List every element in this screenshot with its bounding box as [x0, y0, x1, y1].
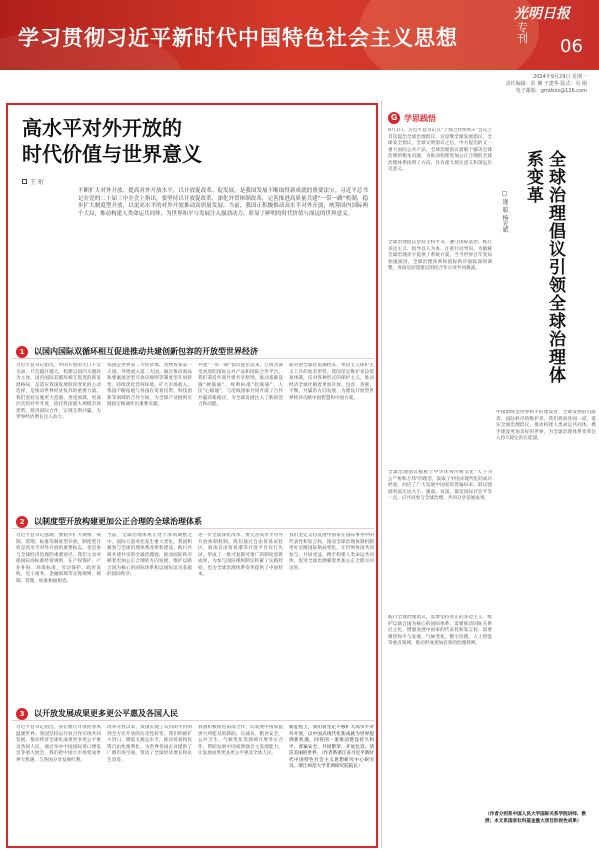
text-column: 当前，全球治理体系正处于深刻调整之中，国际力量对比发生重大变化。我国积极参与全球治理体系改革和建设，践行共商共建共享的全球治理观，推动国际秩序朝着更加公正合理的方向发展，维护以联合国为核心的国际体系和以国际法为基础的国际秩序。 — [107, 533, 192, 577]
page-number: 06 — [560, 36, 583, 57]
right-paragraph: 9月1日，习近平总书记在“上海合作组织+”会议上首次提出全球治理倡议，这是继全球发展倡议、全球安全倡议、全球文明倡议之后，中方提出的又一重大国际公共产品。全球治理倡议着眼于解决全球治理的根本问题，为推动构建更加公正合理的全球治理体系指明了方向，具有重大现实意义和深远历史意义。 — [388, 128, 492, 172]
right-paragraph: 全球治理倡议植根于中华优秀传统文化“天下为公”“协和万邦”的理念，汲取了中国式现代化的成功经验，回应了广大发展中国家的普遍诉求。倡议强调各国无论大小、强弱、贫富，都是国际社会平等一员，应共同参与全球治理、共同分享发展成果。 — [388, 470, 492, 501]
section-title: 以制度型开放构建更加公正合理的全球治理体系 — [34, 517, 202, 526]
column-divider — [381, 100, 382, 848]
right-article-title: 全球治理倡议引领全球治理体系变革 — [523, 150, 565, 384]
article-headline — [22, 115, 202, 167]
right-paragraph: 践行全球治理倡议，需要坚持真正的多边主义，维护以联合国为核心的国际体系；需要推动国际关系民主化，增强发展中国家的代表性和发言权；需要聚焦和平与发展、气候变化、数字治理、人工智能等重点领域，推动形成更加有效的治理规则。 — [388, 615, 492, 646]
section-label-text: 学思践悟 — [404, 113, 436, 123]
section-body — [16, 363, 374, 513]
text-column: 习近平总书记强调，要稳步扩大规则、规制、管理、标准等制度型开放。制度型开放是高水平对外开放的重要标志，也是参与全球经济治理的重要途径。我们主动对接国际高标准经贸规则，在产权保护、产业补贴、环境标准、劳动保护、政府采购、电子商务、金融领域等实现规则、规制、管理、标准相通相容。 — [16, 533, 101, 584]
section-title: 以开放发展成果更多更公平惠及各国人民 — [34, 709, 178, 718]
section-number-badge: 2 — [16, 516, 28, 528]
banner-title: 学习贯彻习近平新时代中国特色社会主义思想 — [18, 26, 458, 50]
text-column: 习近平总书记指出，中国开放的大门不会关闭，只会越开越大。构建以国内大循环为主体、国内国际双循环相互促进的新发展格局，是适应我国发展阶段变化的主动选择，是推动世界经济复苏的重要力量。我们坚持实施更大范围、更宽领域、更深层次的对外开放，依托我国超大规模市场优势，促进国际合作，实现互利共赢，为世界经济增长注入动力。 — [16, 363, 101, 420]
text-column: 新征程上，我们将坚定不移扩大高水平对外开放，以中国式现代化新成就为世界提供新机遇，同各国一道推动建设持久和平、普遍安全、共同繁荣、开放包容、清洁美丽的世界。（作者系浙江省习近平新时代中国特色社会主义思想研究中心研究员、浙江师范大学非洲研究院院长） — [289, 725, 374, 769]
section-label — [388, 112, 436, 124]
text-column: 共建“一带一路”倡议提出以来，已成为深受欢迎的国际公共产品和国际合作平台。我们秉持共商共建共享原则，推动基础设施“硬联通”、规则标准“软联通”、人民“心联通”，与沿线国家共同开辟了合作共赢的新路径，为全球发展注入了新的活力和动能。 — [198, 363, 283, 407]
right-paragraph: 中国始终是世界和平的建设者、全球发展的贡献者、国际秩序的维护者。我们将同各国一道，落实全球治理倡议，推动构建人类命运共同体，携手建设更加美好的世界，为全球治理体系变革注入持久稳定的正能量。 — [496, 410, 596, 441]
author-name: 王 珩 — [30, 179, 44, 186]
page-banner — [0, 0, 599, 70]
text-column: 面对逆全球化思潮抬头、单边主义保护主义上升的复杂形势，我国坚定维护多边贸易体制，反对各种形式的保护主义，推动经济全球化朝着更加开放、包容、普惠、平衡、共赢的方向发展，为建设开放型世界经济贡献中国智慧和中国方案。 — [289, 363, 374, 401]
issue-date: 2024年9月29日 星期一 — [533, 74, 587, 80]
section-number-badge: 1 — [16, 346, 28, 358]
author-credit-note: （作者分别系中国人民大学国际关系学院讲师、教授；本文系国家社科基金重大项目阶段性成果） — [485, 812, 587, 824]
section-heading — [12, 707, 374, 721]
byline-square-icon — [22, 179, 27, 184]
page-meta — [506, 74, 587, 95]
section-body — [16, 725, 374, 843]
right-article-author: □ 逄 聪 杨光斌 — [501, 190, 508, 233]
section-heading — [12, 345, 374, 359]
text-column: 习近平总书记指出，我们要让开放的春风温暖世界。我国坚持以开放合作实现共同发展，推动经济全球化成果更多更公平惠及各国人民。通过举办中国国际进口博览会等重大展会，我们把中国大市场变成世界大机遇，与各国分享发展红利。 — [16, 725, 101, 763]
section-number-badge: 3 — [16, 708, 28, 720]
banner-tag: 专刊 — [517, 21, 528, 45]
section-body — [16, 533, 374, 703]
newspaper-logo: 光明日报 — [514, 6, 570, 22]
text-column: 进一步全面深化改革，要完善高水平对外开放体制机制。我们通过自由贸易试验区、海南自由贸易港等开放平台先行先试，形成了一批可复制可推广的制度创新成果，为参与国际规则制定积累了实践经验，也为全球治理体系变革提供了中国样本。 — [198, 533, 283, 577]
article-author — [22, 177, 44, 186]
article-lead: 不断扩大对外开放、提高对外开放水平，以开放促改革、促发展，是我国发展不断取得新成就的重要法宝。习近平总书记在党的二十届三中全会上指出，要坚持以开放促改革，深化外贸体制改革，完善推进高质量共建“一带一路”机制，稳步扩大制度型开放，以更高水平的对外开放推动高质量发展。当前，我国正积极推动高水平对外开放，统筹国内国际两个大局，推动构建人类命运共同体，为世界和平与发展注入强劲动力，彰显了鲜明的时代价值与深远的世界意义。 — [78, 188, 368, 217]
column-marker-icon: G — [388, 112, 400, 124]
right-paragraph: 全球治理倡议坚持主权平等、遵守国际法治、践行多边主义、倡导以人为本、注重行动导向，为破解全球治理赤字提供了系统方案。当今世界百年变局加速演进，全球治理体系和国际秩序面临深刻调整，各国迫切需要以团结合作应对共同挑战。 — [388, 240, 492, 271]
headline-line: 时代价值与世界意义 — [22, 142, 202, 166]
text-column: 改革开放以来，我国实现了从封闭半封闭到全方位开放的历史性转变。我们积极扩大进口，降低关税总水平，推动贸易和投资自由化便利化，为世界各国企业提供了广阔市场空间，带动了全球经济增长和民生改善。 — [107, 725, 192, 763]
section-title: 以国内国际双循环相互促进推动共建创新包容的开放型世界经济 — [34, 347, 258, 356]
text-column: 我国是世界第二大经济体、货物贸易第一大国、外资流入第二大国。通过推动商品和要素流动型开放向规则等制度型开放转变，持续优化营商环境，扩大市场准入，我国不断拓展与各国在贸易投资、科技创新等领域的合作空间，为全球产业链供应链稳定畅通作出重要贡献。 — [107, 363, 192, 407]
text-column: 我国积极推进南南合作，向发展中国家提供力所能及的援助，在减贫、粮食安全、公共卫生、气候变化等领域开展务实合作，帮助发展中国家增强自主发展能力，让发展成果更多更公平惠及全体人民。 — [198, 725, 283, 756]
main-article — [6, 103, 378, 848]
editor-credit: 责任编辑：彭 琳 王建华 版式：吴 刚 — [505, 81, 587, 87]
contact-email: 电子邮箱：gmdszx@126.com — [515, 88, 587, 94]
text-column: 我们坚定支持发展中国家在国际事务中的代表性和发言权，推动全球治理体制机制更好反映国际格局变化，让世界各国共同参与、共同受益，携手构建人类命运共同体，促进全球治理朝着更加公正合理方向迈进。 — [289, 533, 374, 571]
section-heading — [12, 515, 374, 529]
headline-line: 高水平对外开放的 — [22, 116, 182, 140]
